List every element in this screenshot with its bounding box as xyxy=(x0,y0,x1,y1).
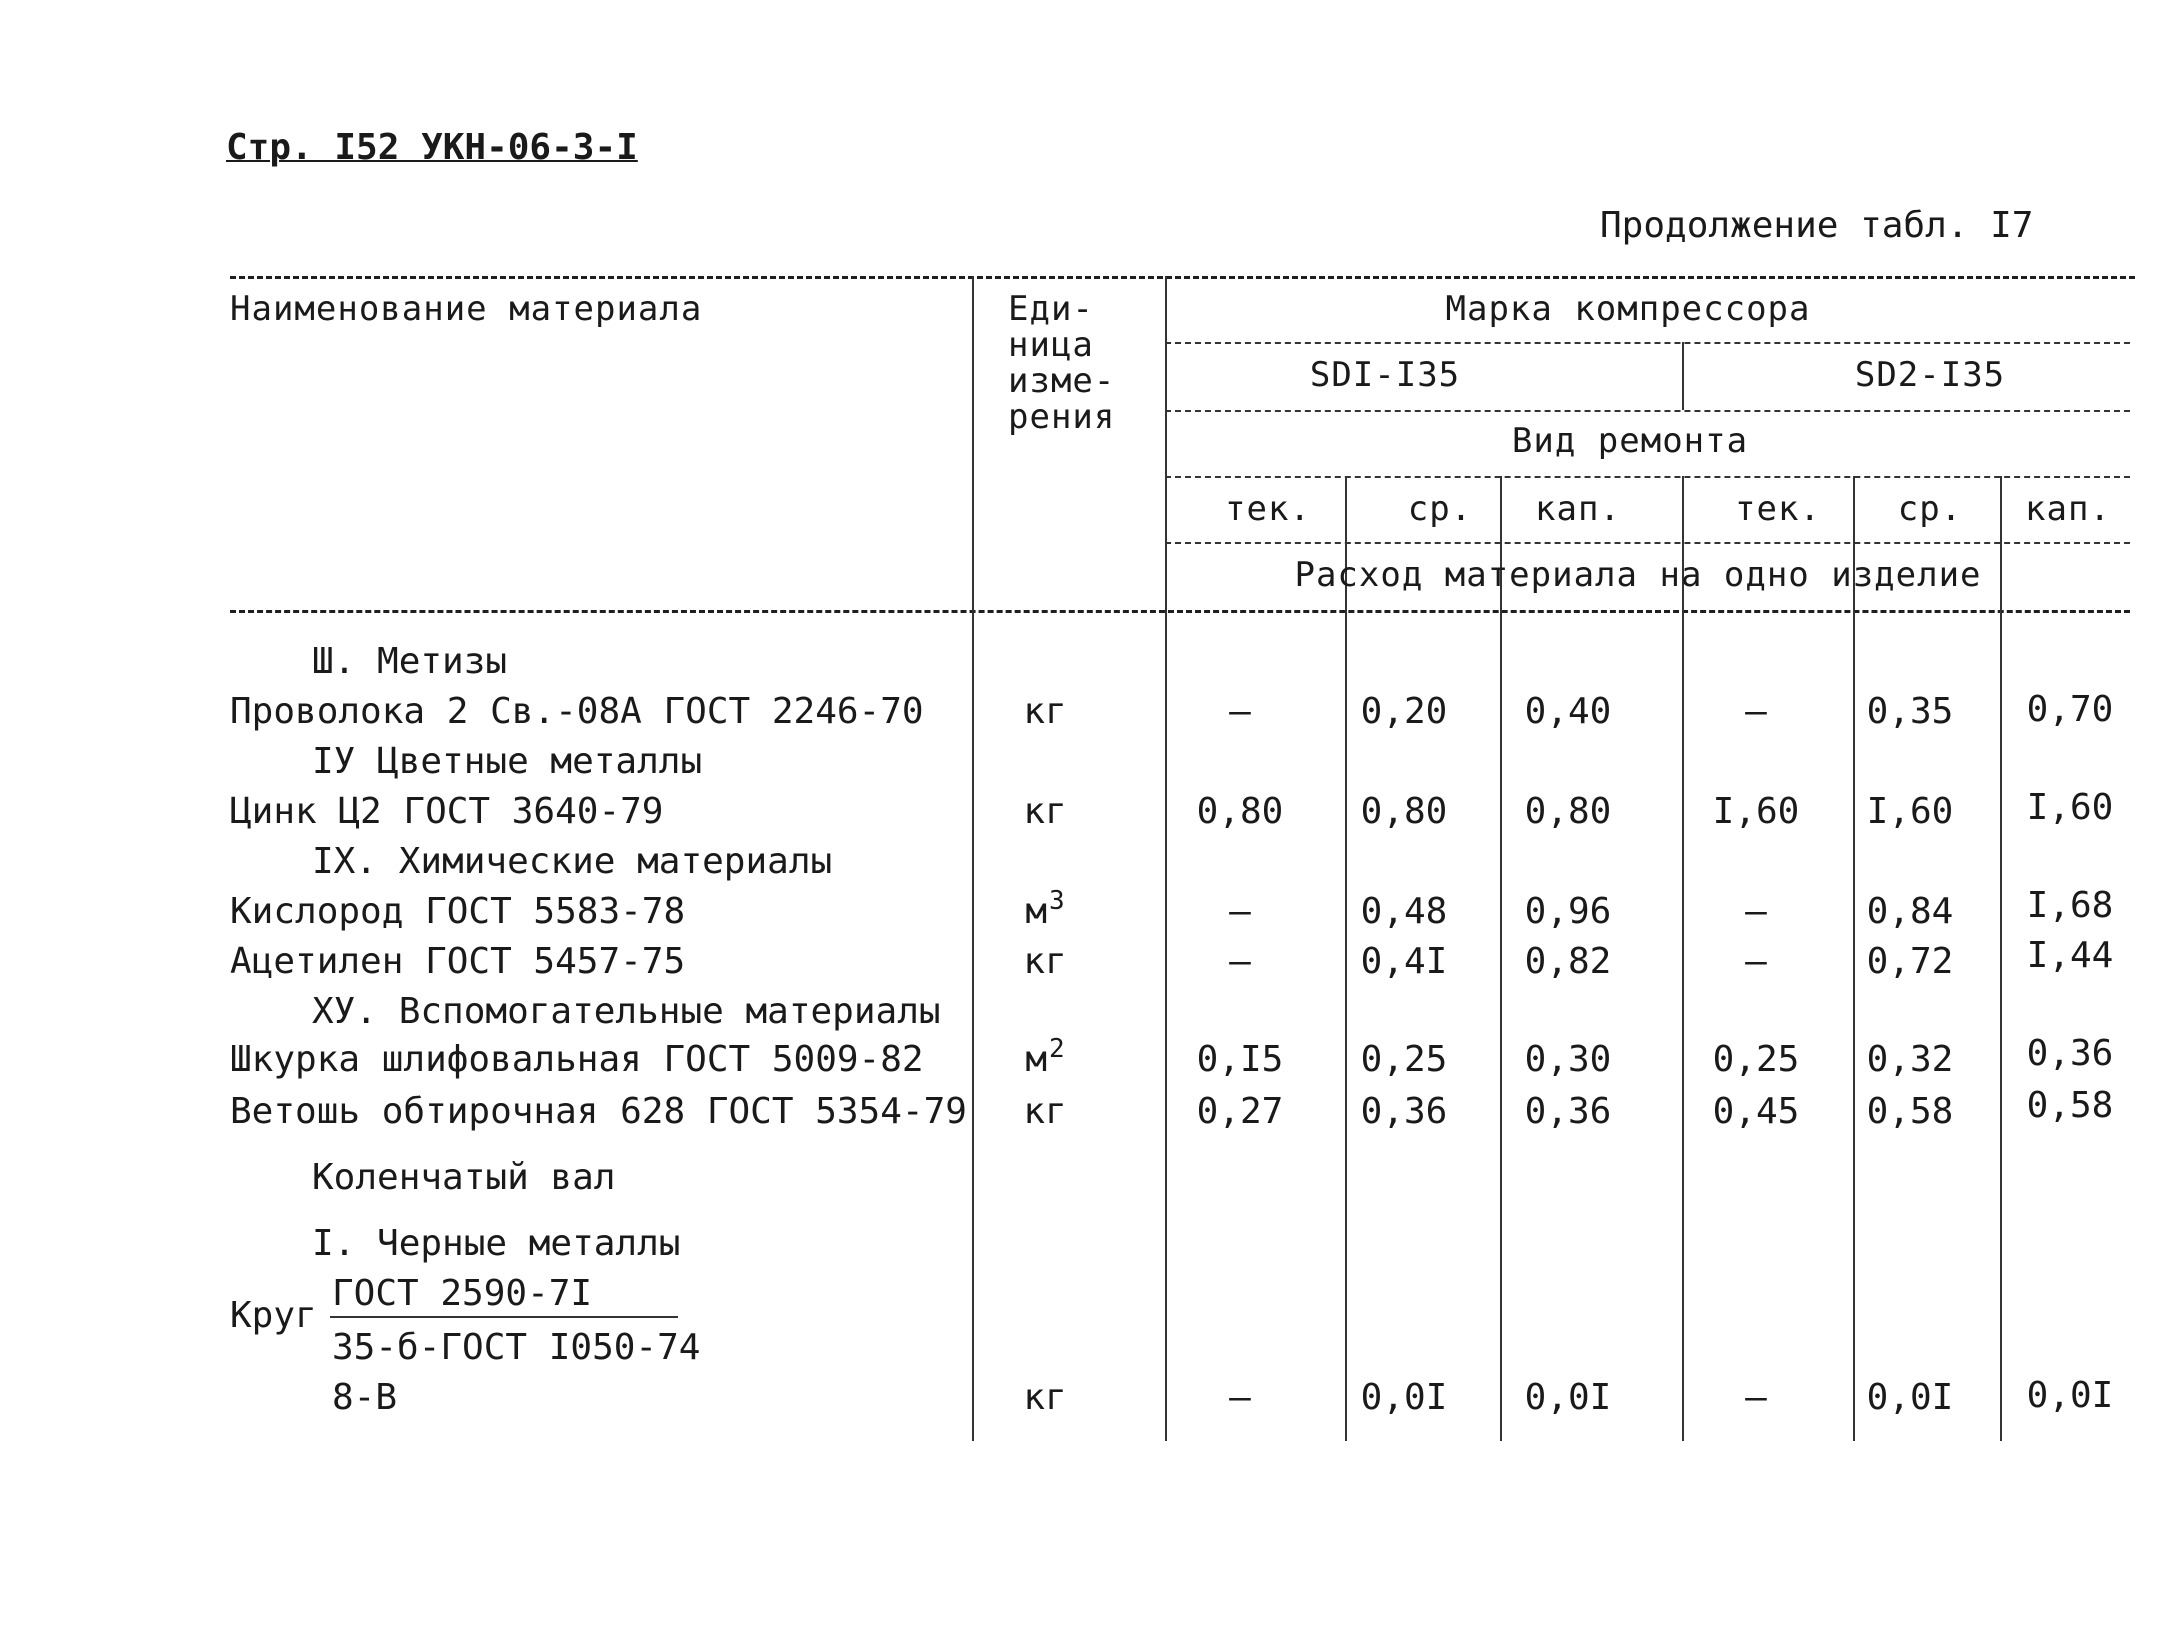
row-value-kap-1: 0,96 xyxy=(1524,891,1612,932)
row-unit: кг xyxy=(1023,791,1067,832)
row-value-sr-2: 0,72 xyxy=(1866,941,1954,982)
row-value-kap-2: 0,58 xyxy=(2026,1085,2114,1126)
row-unit: кг xyxy=(1023,1091,1067,1132)
header-unit-line-2: ница xyxy=(1008,325,1094,365)
row-value-kap-2: I,44 xyxy=(2026,935,2114,976)
row-value-kap-1: 0,80 xyxy=(1524,791,1612,832)
krug-extra: 8-В xyxy=(332,1377,398,1418)
row-value-tek-2: 0,25 xyxy=(1712,1039,1800,1080)
header-col-tek-1: тек. xyxy=(1225,489,1311,529)
krug-fraction-line xyxy=(330,1316,678,1318)
row-value-sr-1: 0,0I xyxy=(1360,1377,1448,1418)
row-value-sr-1: 0,80 xyxy=(1360,791,1448,832)
table-continuation-label: Продолжение табл. I7 xyxy=(1600,205,2034,246)
row-unit xyxy=(1025,886,1065,932)
row-value-kap-2: 0,0I xyxy=(2026,1375,2114,1416)
header-unit-line-3: изме- xyxy=(1008,361,1116,401)
krug-denominator: 35-б-ГОСТ I050-74 xyxy=(332,1327,701,1368)
row-material-name: Шкурка шлифовальная ГОСТ 5009-82 xyxy=(230,1039,924,1080)
col-divider-unit xyxy=(972,276,974,1441)
row-value-sr-1: 0,36 xyxy=(1360,1091,1448,1132)
col-divider-2 xyxy=(1500,476,1502,1441)
row-value-sr-1: 0,4I xyxy=(1360,941,1448,982)
header-col-tek-2: тек. xyxy=(1735,489,1821,529)
row-value-kap-2: I,68 xyxy=(2026,885,2114,926)
row-value-sr-2: 0,32 xyxy=(1866,1039,1954,1080)
row-value-sr-1: 0,25 xyxy=(1360,1039,1448,1080)
row-value-kap-2: I,60 xyxy=(2026,787,2114,828)
header-model-2: SD2-I35 xyxy=(1854,355,2006,395)
col-divider-4 xyxy=(1853,476,1855,1441)
section-heading-ferrous: I. Черные металлы xyxy=(312,1223,681,1264)
row-value-tek-2: – xyxy=(1745,691,1767,732)
header-consumption: Расход материала на одно изделие xyxy=(1294,555,1982,595)
row-value-tek-1: 0,27 xyxy=(1196,1091,1284,1132)
header-unit-line-4: рения xyxy=(1008,397,1116,437)
row-value-sr-2: 0,35 xyxy=(1866,691,1954,732)
header-col-sr-1: ср. xyxy=(1407,489,1473,529)
col-divider-values xyxy=(1165,276,1167,1441)
col-divider-1 xyxy=(1345,476,1347,1441)
header-rule-repair xyxy=(1165,476,2130,478)
row-value-tek-1: – xyxy=(1229,691,1251,732)
row-value-sr-1: 0,20 xyxy=(1360,691,1448,732)
row-value-kap-1: 0,40 xyxy=(1524,691,1612,732)
section-heading-auxiliary: ХУ. Вспомогательные материалы xyxy=(312,991,941,1032)
header-repair-type: Вид ремонта xyxy=(1511,421,1749,461)
header-model-1: SDI-I35 xyxy=(1309,355,1461,395)
col-divider-3 xyxy=(1682,476,1684,1441)
unit-superscript: 3 xyxy=(1049,886,1065,916)
row-unit: кг xyxy=(1023,691,1067,732)
row-value-tek-1: 0,I5 xyxy=(1196,1039,1284,1080)
unit-text: м xyxy=(1025,891,1048,932)
row-unit xyxy=(1025,1034,1065,1080)
header-bottom-rule xyxy=(230,610,2130,613)
row-value-tek-1: – xyxy=(1229,941,1251,982)
unit-text: м xyxy=(1025,1039,1048,1080)
header-unit-line-1: Еди- xyxy=(1008,289,1094,329)
row-unit: кг xyxy=(1023,941,1067,982)
row-value-kap-2: 0,36 xyxy=(2026,1033,2114,1074)
row-value-kap-2: 0,70 xyxy=(2026,689,2114,730)
header-rule-cols xyxy=(1165,542,2130,544)
row-value-sr-1: 0,48 xyxy=(1360,891,1448,932)
section-heading-metizy: Ш. Метизы xyxy=(312,641,508,682)
header-rule-models xyxy=(1165,410,2130,412)
row-material-name: Ветошь обтирочная 628 ГОСТ 5354-79 xyxy=(230,1091,967,1132)
row-material-name: Цинк Ц2 ГОСТ 3640-79 xyxy=(230,791,664,832)
row-value-sr-2: 0,84 xyxy=(1866,891,1954,932)
row-value-tek-2: 0,45 xyxy=(1712,1091,1800,1132)
row-value-sr-2: I,60 xyxy=(1866,791,1954,832)
header-rule-brand xyxy=(1165,342,2130,344)
col-divider-5 xyxy=(2000,476,2002,1441)
section-heading-chemical: IX. Химические материалы xyxy=(312,841,833,882)
row-value-sr-2: 0,58 xyxy=(1866,1091,1954,1132)
header-col-kap-1: кап. xyxy=(1535,489,1621,529)
row-value-kap-1: 0,0I xyxy=(1524,1377,1612,1418)
row-value-kap-1: 0,30 xyxy=(1524,1039,1612,1080)
table-top-rule xyxy=(230,276,2135,279)
row-value-kap-1: 0,36 xyxy=(1524,1091,1612,1132)
header-material-name: Наименование материала xyxy=(230,289,703,329)
col-divider-model xyxy=(1682,342,1684,410)
krug-numerator: ГОСТ 2590-7I xyxy=(332,1273,593,1314)
row-value-tek-2: – xyxy=(1745,941,1767,982)
row-value-sr-2: 0,0I xyxy=(1866,1377,1954,1418)
krug-label: Круг xyxy=(230,1295,317,1336)
row-material-name: Ацетилен ГОСТ 5457-75 xyxy=(230,941,686,982)
page-reference: Стр. I52 УКН-06-3-I xyxy=(226,127,638,168)
row-value-tek-2: I,60 xyxy=(1712,791,1800,832)
header-col-kap-2: кап. xyxy=(2025,489,2111,529)
row-value-tek-1: – xyxy=(1229,891,1251,932)
row-value-kap-1: 0,82 xyxy=(1524,941,1612,982)
row-material-name: Проволока 2 Св.-08А ГОСТ 2246-70 xyxy=(230,691,924,732)
row-value-tek-2: – xyxy=(1745,891,1767,932)
header-col-sr-2: ср. xyxy=(1897,489,1963,529)
row-material-name: Кислород ГОСТ 5583-78 xyxy=(230,891,686,932)
section-heading-crankshaft: Коленчатый вал xyxy=(312,1157,616,1198)
unit-superscript: 2 xyxy=(1049,1034,1065,1064)
row-value-tek-2: – xyxy=(1745,1377,1767,1418)
header-compressor-brand: Марка компрессора xyxy=(1445,289,1811,329)
section-heading-nonferrous: IУ Цветные металлы xyxy=(312,741,703,782)
row-value-tek-1: 0,80 xyxy=(1196,791,1284,832)
row-unit: кг xyxy=(1023,1377,1067,1418)
row-value-tek-1: – xyxy=(1229,1377,1251,1418)
